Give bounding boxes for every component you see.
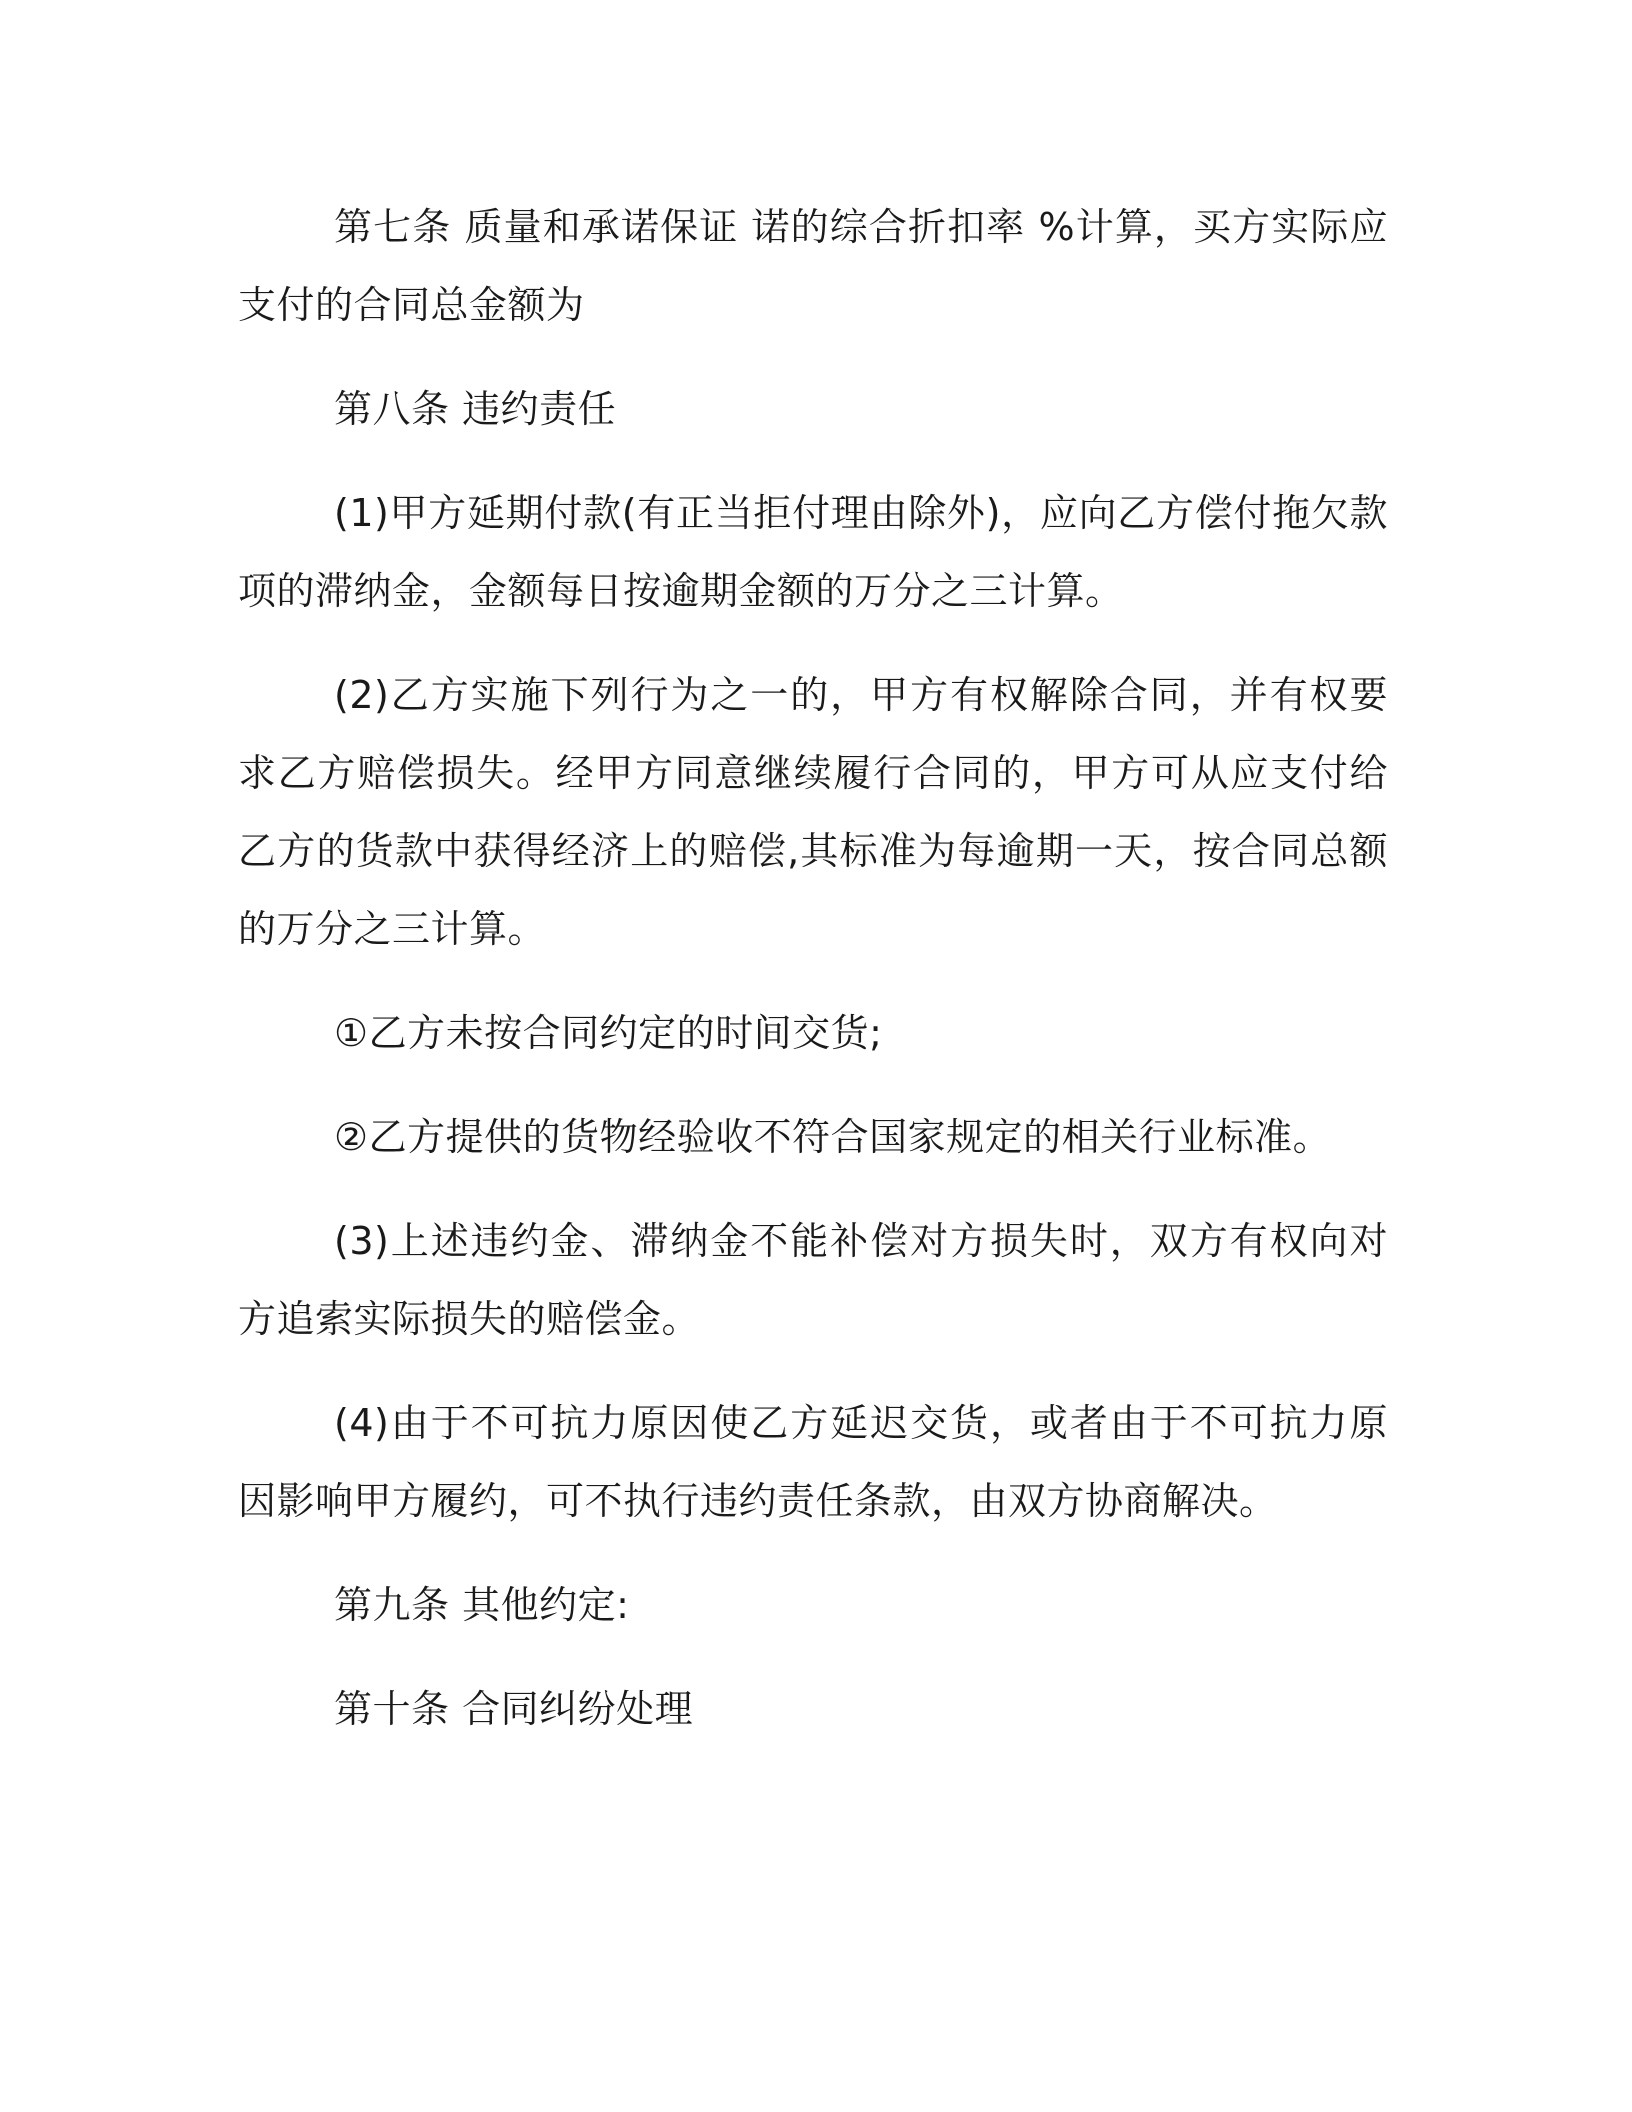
article-7-paragraph: 第七条 质量和承诺保证 诺的综合折扣率 %计算，买方实际应支付的合同总金额为 [238,205,1388,327]
clause-4-paragraph: (4)由于不可抗力原因使乙方延迟交货，或者由于不可抗力原因影响甲方履约，可不执行违约责任条款，由双方协商解决。 [238,1401,1388,1523]
article-8-heading: 第八条 违约责任 [334,387,617,431]
clause-2-paragraph: (2)乙方实施下列行为之一的，甲方有权解除合同，并有权要求乙方赔偿损失。经甲方同意继续履行合同的，甲方可从应支付给乙方的货款中获得经济上的赔偿,其标准为每逾期一天，按合同总额的万分之三计算。 [238,673,1388,951]
document-body [238,188,1388,1774]
clause-2-item-1: ①乙方未按合同约定的时间交货; [334,1011,883,1055]
clause-3-paragraph: (3)上述违约金、滞纳金不能补偿对方损失时，双方有权向对方追索实际损失的赔偿金。 [238,1219,1388,1341]
clause-1-paragraph: (1)甲方延期付款(有正当拒付理由除外)，应向乙方偿付拖欠款项的滞纳金，金额每日按逾期金额的万分之三计算。 [238,491,1388,613]
article-9-heading: 第九条 其他约定: [334,1583,630,1627]
clause-2-item-2: ②乙方提供的货物经验收不符合国家规定的相关行业标准。 [334,1115,1332,1159]
article-10-heading: 第十条 合同纠纷处理 [334,1687,694,1731]
